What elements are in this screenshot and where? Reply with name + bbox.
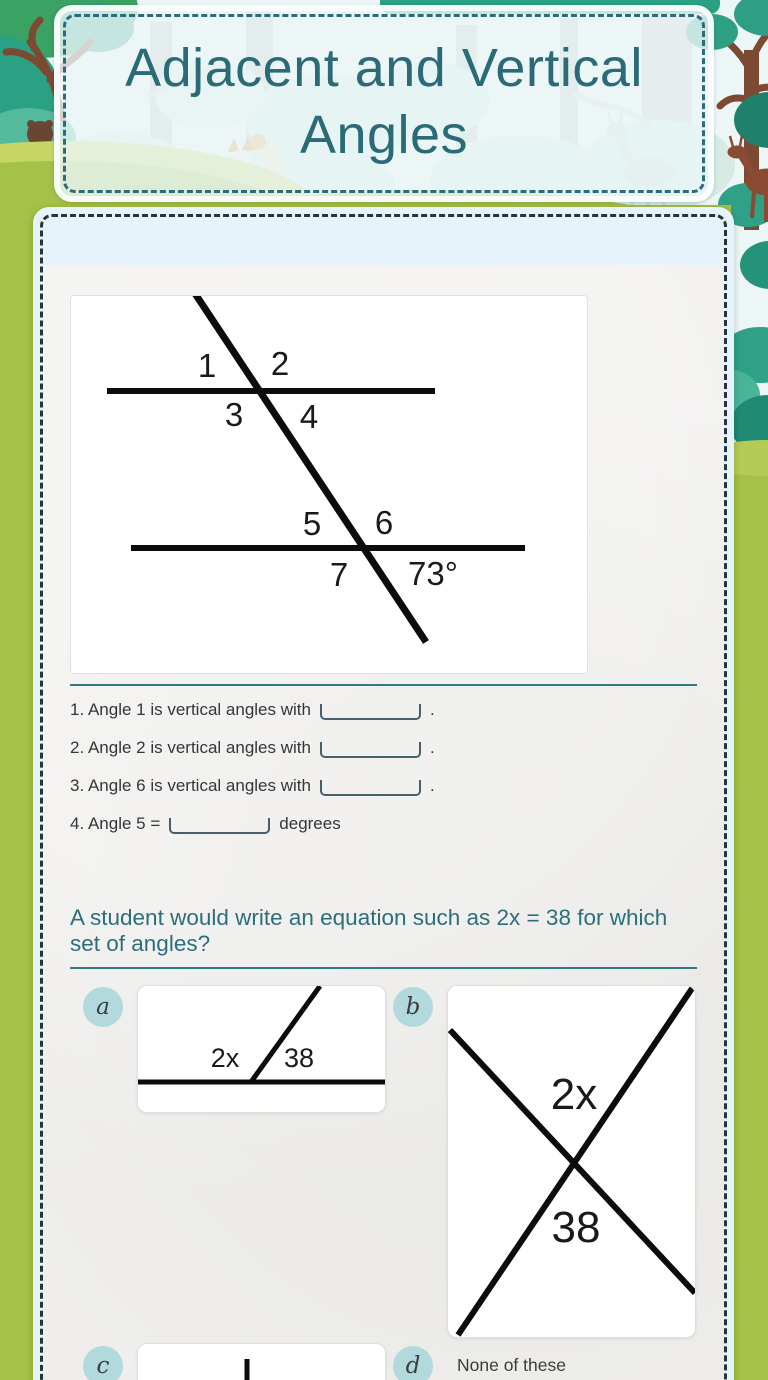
- option-b-line-2: [458, 987, 693, 1335]
- angle-label-3: 3: [224, 396, 244, 433]
- question-3-suffix: .: [429, 776, 435, 795]
- question-4-suffix: degrees: [279, 814, 341, 833]
- answer-blank-3[interactable]: [320, 780, 421, 796]
- option-b-badge[interactable]: [393, 987, 433, 1027]
- option-b-label-38: 38: [551, 1203, 601, 1252]
- angle-label-2: 2: [270, 345, 290, 382]
- page-title: Adjacent and Vertical Angles: [125, 38, 643, 165]
- question-1-suffix: .: [429, 700, 435, 719]
- angles-diagram-image: [70, 295, 588, 674]
- answer-blank-1[interactable]: [320, 704, 421, 720]
- option-a-letter: a: [96, 994, 110, 1020]
- question-3: [70, 774, 710, 798]
- question-2-text: 2. Angle 2 is vertical angles with: [70, 738, 311, 757]
- angle-label-73deg: 73°: [408, 555, 458, 592]
- question-1: [70, 698, 710, 722]
- question-2-suffix: .: [429, 738, 435, 757]
- option-a-badge[interactable]: [83, 987, 123, 1027]
- answer-blank-4[interactable]: [169, 818, 270, 834]
- option-d-label[interactable]: None of these: [457, 1355, 566, 1375]
- angle-label-5: 5: [302, 505, 322, 542]
- section-divider-2: [70, 967, 697, 969]
- option-a-label-2x: 2x: [210, 1043, 240, 1073]
- answer-blank-2[interactable]: [320, 742, 421, 758]
- title-banner: [54, 5, 714, 202]
- question-3-text: 3. Angle 6 is vertical angles with: [70, 776, 311, 795]
- angle-label-1: 1: [197, 347, 217, 384]
- angle-label-7: 7: [329, 556, 349, 593]
- option-c-badge[interactable]: [83, 1346, 123, 1380]
- question-4: [70, 812, 710, 836]
- question-1-text: 1. Angle 1 is vertical angles with: [70, 700, 311, 719]
- option-c-image[interactable]: [137, 1343, 386, 1380]
- option-d-badge[interactable]: [393, 1346, 433, 1380]
- transversal-line: [194, 296, 426, 642]
- question-4-text: 4. Angle 5 =: [70, 814, 161, 833]
- option-d-letter: d: [405, 1353, 421, 1379]
- section-divider-1: [70, 684, 697, 686]
- option-a-label-38: 38: [283, 1043, 315, 1073]
- option-b-letter: b: [405, 994, 421, 1020]
- worksheet-card: [33, 207, 734, 1380]
- option-b-image[interactable]: [447, 985, 696, 1338]
- mc-question-heading: A student would write an equation such as 2x = 38 for which set of angles?: [70, 905, 668, 956]
- question-2: [70, 736, 710, 760]
- angle-label-4: 4: [299, 398, 319, 435]
- angle-label-6: 6: [374, 504, 394, 541]
- option-b-label-2x: 2x: [550, 1070, 598, 1119]
- option-a-image[interactable]: [137, 985, 386, 1113]
- option-c-letter: c: [96, 1353, 110, 1379]
